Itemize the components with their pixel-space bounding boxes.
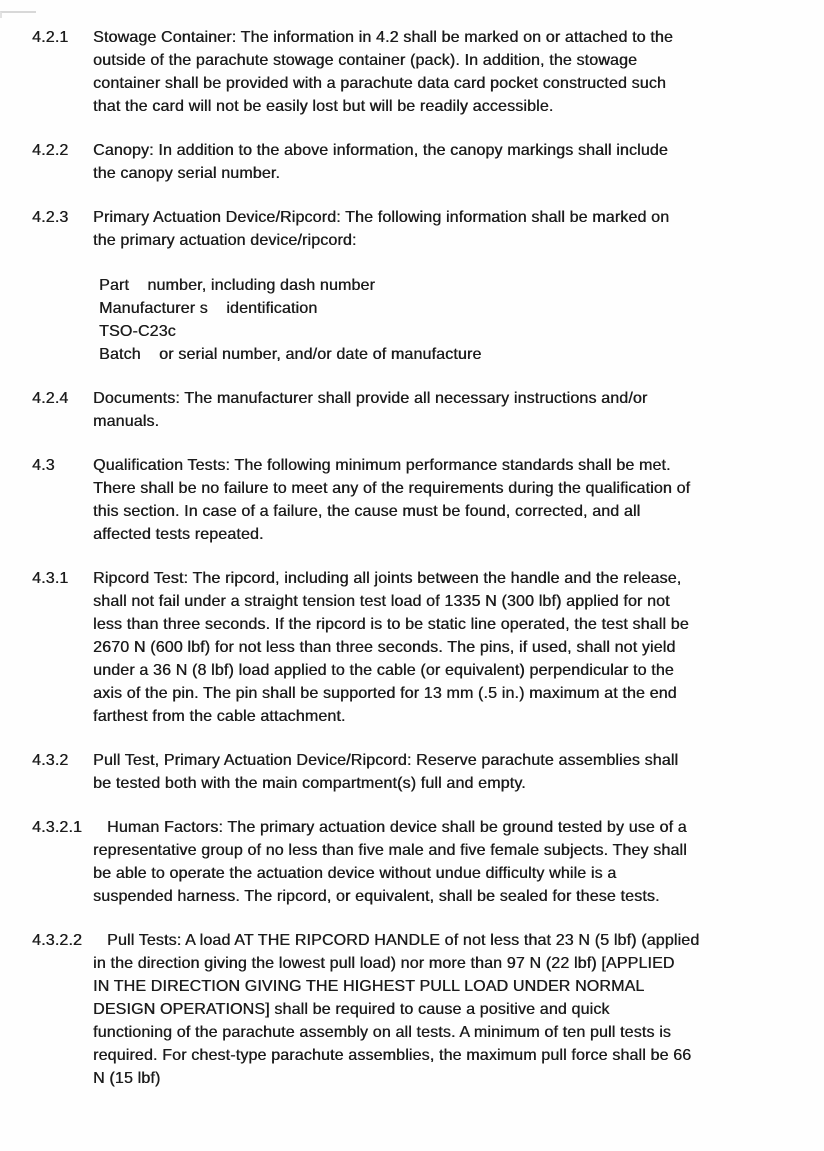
text-line: container shall be provided with a parachute data card pocket constructed such <box>93 75 666 92</box>
section-4.3.1 <box>32 567 808 728</box>
section-4.2.2 <box>32 139 808 185</box>
section-text <box>93 567 808 728</box>
marking-items-list <box>93 274 808 366</box>
text-line: suspended harness. The ripcord, or equivalent, shall be sealed for these tests. <box>93 888 660 905</box>
text-line: Documents: The manufacturer shall provide all necessary instructions and/or <box>93 390 648 407</box>
section-number: 4.3 <box>32 457 55 474</box>
section-text <box>93 816 808 908</box>
text-line: Pull Test, Primary Actuation Device/Ripcord: Reserve parachute assemblies shall <box>93 752 679 769</box>
section-text <box>93 26 808 118</box>
scan-edge-artifact <box>0 11 36 18</box>
section-number: 4.3.2 <box>32 752 69 769</box>
text-line: 2670 N (600 lbf) for not less than three seconds. The pins, if used, shall not yield <box>93 639 676 656</box>
section-number: 4.3.1 <box>32 570 69 587</box>
section-4.2.4 <box>32 387 808 433</box>
text-line: There shall be no failure to meet any of the requirements during the qualification of <box>93 480 691 497</box>
text-line: be tested both with the main compartment(s) full and empty. <box>93 775 526 792</box>
section-number: 4.2.2 <box>32 142 69 159</box>
text-line: Human Factors: The primary actuation device shall be ground tested by use of a <box>107 819 687 836</box>
text-line: manuals. <box>93 413 160 430</box>
text-line: axis of the pin. The pin shall be supported for 13 mm (.5 in.) maximum at the end <box>93 685 677 702</box>
list-item: Part number, including dash number <box>99 277 375 294</box>
text-line: under a 36 N (8 lbf) load applied to the cable (or equivalent) perpendicular to the <box>93 662 674 679</box>
list-item: Manufacturer s identification <box>99 300 318 317</box>
section-number: 4.2.1 <box>32 29 69 46</box>
text-line: affected tests repeated. <box>93 526 264 543</box>
text-line: in the direction giving the lowest pull load) nor more than 97 N (22 lbf) [APPLIED <box>93 955 675 972</box>
text-line: that the card will not be easily lost but will be readily accessible. <box>93 98 554 115</box>
section-number: 4.2.3 <box>32 209 69 226</box>
list-item: TSO-C23c <box>99 323 176 340</box>
text-line: the canopy serial number. <box>93 165 280 182</box>
text-line: Ripcord Test: The ripcord, including all joints between the handle and the release, <box>93 570 682 587</box>
section-text <box>93 929 808 1090</box>
section-text <box>93 387 808 433</box>
section-4.3.2.2 <box>32 929 808 1090</box>
section-4.3.2 <box>32 749 808 795</box>
text-line: farthest from the cable attachment. <box>93 708 346 725</box>
text-line: Qualification Tests: The following minimum performance standards shall be met. <box>93 457 671 474</box>
section-4.3.2.1 <box>32 816 808 908</box>
section-text <box>93 139 808 185</box>
text-line: less than three seconds. If the ripcord is to be static line operated, the test shall be <box>93 616 689 633</box>
text-line: shall not fail under a straight tension test load of 1335 N (300 lbf) applied for not <box>93 593 670 610</box>
section-number: 4.2.4 <box>32 390 69 407</box>
text-line: Pull Tests: A load AT THE RIPCORD HANDLE of not less that 23 N (5 lbf) (applied <box>107 932 700 949</box>
section-text <box>93 454 808 546</box>
text-line: the primary actuation device/ripcord: <box>93 232 357 249</box>
text-line: Canopy: In addition to the above information, the canopy markings shall include <box>93 142 668 159</box>
list-item: Batch or serial number, and/or date of manufacture <box>99 346 482 363</box>
text-line: IN THE DIRECTION GIVING THE HIGHEST PULL LOAD UNDER NORMAL <box>93 978 645 995</box>
text-line: Stowage Container: The information in 4.2 shall be marked on or attached to the <box>93 29 673 46</box>
section-text <box>93 749 808 795</box>
text-line: be able to operate the actuation device without undue difficulty while is a <box>93 865 617 882</box>
sections-container <box>32 26 808 1090</box>
section-text <box>93 206 808 366</box>
text-line: DESIGN OPERATIONS] shall be required to cause a positive and quick <box>93 1001 610 1018</box>
text-line: representative group of no less than five male and five female subjects. They shall <box>93 842 687 859</box>
section-4.3 <box>32 454 808 546</box>
text-line: outside of the parachute stowage container (pack). In addition, the stowage <box>93 52 638 69</box>
section-4.2.1 <box>32 26 808 118</box>
text-line: this section. In case of a failure, the cause must be found, corrected, and all <box>93 503 641 520</box>
section-number: 4.3.2.1 <box>32 819 82 836</box>
text-line: functioning of the parachute assembly on all tests. A minimum of ten pull tests is <box>93 1024 671 1041</box>
text-line: Primary Actuation Device/Ripcord: The following information shall be marked on <box>93 209 670 226</box>
text-line: N (15 lbf) <box>93 1070 161 1087</box>
section-4.2.3 <box>32 206 808 366</box>
text-line: required. For chest-type parachute assemblies, the maximum pull force shall be 66 <box>93 1047 692 1064</box>
section-number: 4.3.2.2 <box>32 932 82 949</box>
